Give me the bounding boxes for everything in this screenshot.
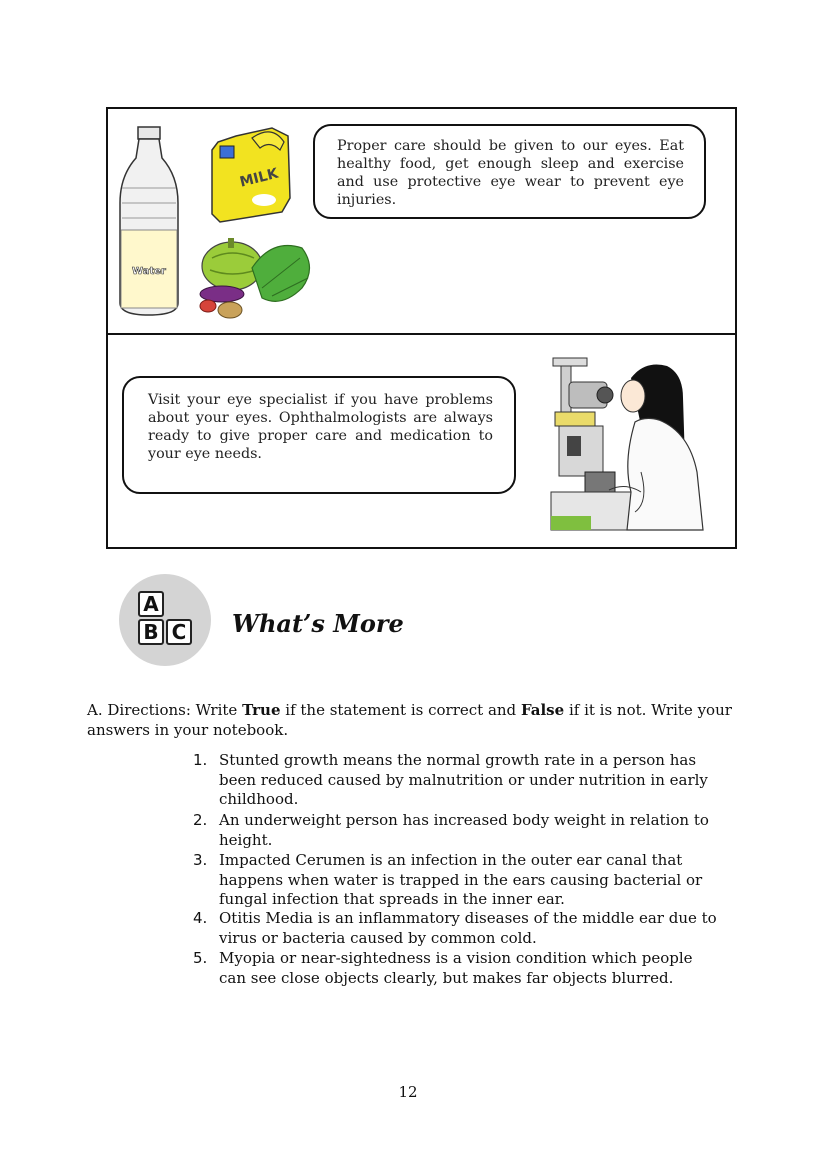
vegetables-icon bbox=[200, 238, 310, 318]
page-number: 12 bbox=[398, 1083, 418, 1101]
water-bottle-icon bbox=[120, 127, 178, 315]
item-number: 3. bbox=[193, 851, 208, 869]
item-number: 4. bbox=[193, 909, 208, 927]
true-word: True bbox=[242, 701, 281, 719]
block-c-icon: C bbox=[166, 619, 192, 645]
directions-prefix: A. Directions: Write bbox=[87, 701, 243, 719]
directions-middle: if the statement is correct and bbox=[280, 701, 521, 719]
item-text: Stunted growth means the normal growth rate in a person has been reduced caused by malnutrition or under nutrition in early childhood. bbox=[219, 751, 708, 808]
directions-text bbox=[87, 701, 737, 740]
item-number: 5. bbox=[193, 949, 208, 967]
eye-specialist-bubble bbox=[122, 376, 516, 494]
item-text: Otitis Media is an inflammatory diseases of the middle ear due to virus or bacteria caused by common cold. bbox=[219, 909, 717, 947]
directions-suffix: if it is not. Write your answers in your notebook. bbox=[87, 701, 732, 739]
milk-carton-icon bbox=[212, 128, 290, 222]
ophthalmologist-illustration bbox=[549, 352, 707, 534]
eye-specialist-text: Visit your eye specialist if you have problems about your eyes. Ophthalmologists are always ready to give proper care and medication to your eye needs. bbox=[148, 392, 493, 462]
block-a-icon: A bbox=[138, 591, 164, 617]
item-text: Impacted Cerumen is an infection in the outer ear canal that happens when water is trapped in the ears causing bacterial or fungal infection that spreads in the inner ear. bbox=[219, 851, 703, 908]
carton-label-text: MILK bbox=[238, 165, 280, 191]
item-number: 2. bbox=[193, 811, 208, 829]
block-b-icon: B bbox=[138, 619, 164, 645]
false-word: False bbox=[520, 701, 565, 719]
healthy-food-illustration bbox=[112, 118, 322, 328]
item-text: An underweight person has increased body weight in relation to height. bbox=[219, 811, 709, 849]
item-text: Myopia or near-sightedness is a vision condition which people can see close objects clearly, but makes far objects blurred. bbox=[219, 949, 693, 987]
eye-care-text: Proper care should be given to our eyes. Eat healthy food, get enough sleep and exercise and use protective eye wear to prevent eye injuries. bbox=[337, 138, 684, 208]
abc-blocks-badge bbox=[119, 574, 211, 666]
section-title: What’s More bbox=[232, 609, 404, 638]
eye-care-bubble bbox=[313, 124, 706, 219]
bottle-label-text: Water bbox=[132, 266, 166, 277]
item-number: 1. bbox=[193, 751, 208, 769]
